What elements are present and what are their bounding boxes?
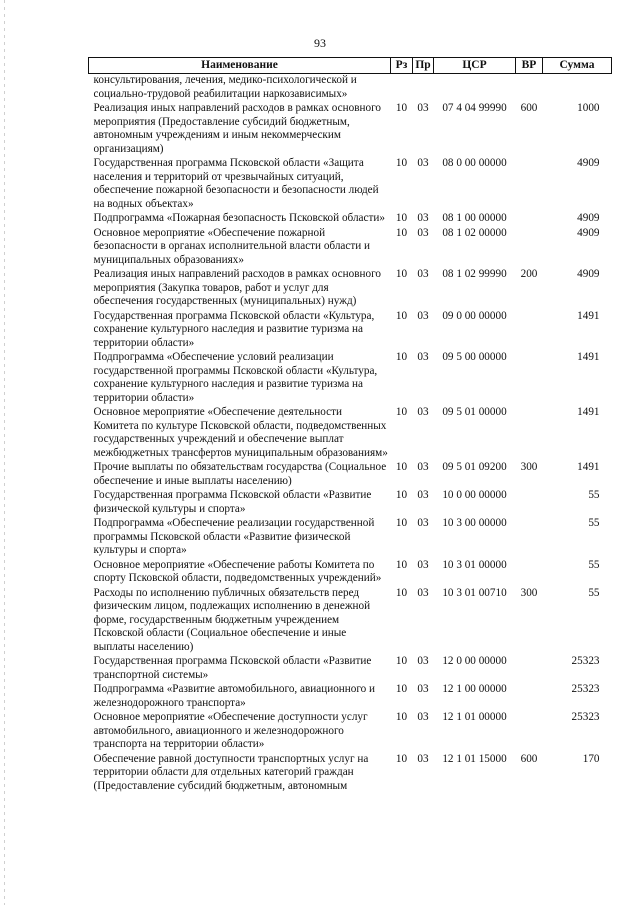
cell-rz: 10 (395, 655, 408, 667)
cell-vr: 300 (520, 586, 538, 599)
cell-sum: 25323 (571, 711, 600, 723)
cell-vr: 300 (520, 461, 538, 473)
table-row (89, 102, 612, 157)
cell-csr: 12 1 00 00000 (442, 683, 507, 695)
cell-sum: 1491 (577, 461, 600, 473)
cell-vr (516, 406, 543, 461)
cell-csr: 09 5 00 00000 (442, 351, 507, 363)
cell-pr: 03 (417, 752, 429, 765)
table-row (89, 683, 612, 711)
header-pr: Пр (413, 58, 434, 74)
cell-rz: 10 (395, 586, 408, 599)
cell-name: Подпрограмма «Развитие автомобильного, авиационного и железнодорожного транспорта» (93, 683, 376, 709)
cell-name: Государственная программа Псковской области «Культура, сохранение культурного наследия и развитие туризма на территории области» (93, 309, 375, 349)
table-row (89, 406, 612, 461)
cell-name: Основное мероприятие «Обеспечение работы Комитета по спорту Псковской области, подведомственных учреждений» (93, 558, 382, 584)
cell-pr: 03 (417, 157, 429, 169)
cell-pr: 03 (417, 102, 429, 114)
cell-rz: 10 (395, 268, 408, 280)
cell-name: Прочие выплаты по обязательствам государства (Социальное обеспечение и иные выплаты населению) (93, 461, 387, 487)
cell-pr: 03 (417, 558, 429, 571)
cell-sum: 1491 (577, 406, 600, 418)
cell-name: Реализация иных направлений расходов в рамках основного мероприятия (Закупка товаров, работ и услуг для обеспечения государственных (муниципальных) нужд) (93, 268, 381, 307)
cell-csr: 08 0 00 00000 (442, 157, 507, 169)
cell-rz: 10 (395, 517, 408, 529)
cell-name: Расходы по исполнению публичных обязательств перед физическим лицом, подлежащих исполнению в денежной форме, государственным бюджетным учреждением Псковской области (Социальное обеспечение и иные выплаты населению) (93, 586, 371, 653)
cell-sum: 1491 (577, 309, 600, 322)
cell-csr: 09 5 01 00000 (442, 406, 507, 418)
table-row (89, 351, 612, 406)
cell-name: Обеспечение равной доступности транспортных услуг на территории области для отдельных категорий граждан (Предоставление субсидий бюджетным, автономным (93, 752, 369, 792)
cell-csr: 10 3 00 00000 (442, 517, 507, 529)
cell-pr (413, 74, 434, 103)
cell-name: Основное мероприятие «Обеспечение деятельности Комитета по культуре Псковской области, подведомственных государственных учреждений и обеспечение выплат межбюджетных трансфертов муниципальным образованиям» (93, 406, 388, 459)
cell-csr: 12 0 00 00000 (442, 655, 507, 667)
table-row (89, 489, 612, 517)
table-row (89, 517, 612, 559)
cell-sum: 55 (588, 558, 600, 571)
cell-csr: 09 0 00 00000 (442, 309, 507, 322)
cell-sum (543, 74, 612, 103)
cell-vr (516, 711, 543, 753)
cell-pr: 03 (417, 489, 429, 501)
header-csr: ЦСР (434, 58, 516, 74)
cell-vr: 200 (520, 268, 538, 280)
cell-sum: 4909 (577, 226, 600, 239)
header-sum: Сумма (543, 58, 612, 74)
cell-rz (391, 74, 413, 103)
cell-vr (516, 351, 543, 406)
cell-name: Основное мероприятие «Обеспечение доступности услуг автомобильного, авиационного и железнодорожного транспорта на территории области» (93, 711, 368, 750)
header-row (89, 58, 612, 74)
cell-vr (516, 489, 543, 517)
cell-sum: 170 (582, 752, 600, 765)
cell-rz: 10 (395, 558, 408, 571)
cell-pr: 03 (417, 655, 429, 667)
cell-name: Подпрограмма «Обеспечение условий реализации государственной программы Псковской области «Культура, сохранение культурного наследия и развитие туризма на территории области» (93, 351, 378, 404)
cell-csr: 09 5 01 09200 (442, 461, 507, 473)
cell-rz: 10 (395, 406, 408, 418)
table-header (89, 58, 612, 74)
cell-name: Реализация иных направлений расходов в рамках основного мероприятия (Предоставление субсидий бюджетным, автономным учреждениям и иным некоммерческим организациям) (93, 102, 381, 155)
table-row (89, 268, 612, 310)
cell-rz: 10 (395, 226, 408, 239)
table-row (89, 753, 612, 795)
cell-rz: 10 (395, 711, 408, 723)
cell-rz: 10 (395, 157, 408, 169)
cell-rz: 10 (395, 351, 408, 363)
cell-csr: 12 1 01 15000 (442, 752, 507, 765)
cell-pr: 03 (417, 517, 429, 529)
cell-name: Государственная программа Псковской области «Развитие транспортной системы» (93, 655, 372, 681)
cell-vr (516, 517, 543, 559)
cell-pr: 03 (417, 226, 429, 239)
table-row (89, 227, 612, 269)
cell-vr (516, 655, 543, 683)
cell-pr: 03 (417, 461, 429, 473)
cell-sum: 4909 (577, 212, 600, 224)
table-row (89, 711, 612, 753)
page-number: 93 (314, 36, 326, 50)
cell-sum: 1491 (577, 351, 600, 363)
cell-name: Государственная программа Псковской области «Защита населения и территорий от чрезвычайных ситуаций, обеспечение пожарной безопасности и безопасности людей на водных объектах» (93, 157, 379, 210)
table-row (89, 310, 612, 352)
cell-rz: 10 (395, 752, 408, 765)
table-body (89, 74, 612, 795)
cell-sum: 55 (588, 489, 600, 501)
cell-csr: 08 1 02 99990 (442, 268, 507, 280)
cell-sum: 25323 (571, 655, 600, 667)
cell-vr: 600 (520, 752, 538, 765)
cell-name: консультирования, лечения, медико-психологической и социально-трудовой реабилитации наркозависимых» (93, 74, 357, 100)
cell-name: Основное мероприятие «Обеспечение пожарной безопасности в органах исполнительной власти области и муниципальных образованиях» (93, 226, 371, 266)
table-row (89, 157, 612, 212)
cell-sum: 25323 (571, 683, 600, 695)
cell-vr (516, 74, 543, 103)
cell-name: Подпрограмма «Обеспечение реализации государственной программы Псковской области «Развитие физической культуры и спорта» (93, 517, 375, 556)
cell-vr (516, 310, 543, 352)
cell-pr: 03 (417, 406, 429, 418)
cell-vr (516, 157, 543, 212)
table-row (89, 587, 612, 656)
cell-rz: 10 (395, 102, 408, 114)
table-row (89, 655, 612, 683)
cell-rz: 10 (395, 683, 408, 695)
cell-name: Государственная программа Псковской области «Развитие физической культуры и спорта» (93, 489, 372, 515)
cell-vr (516, 227, 543, 269)
scan-edge-line (4, 0, 5, 905)
cell-rz: 10 (395, 461, 408, 473)
cell-csr: 10 3 01 00000 (442, 558, 507, 571)
cell-pr: 03 (417, 711, 429, 723)
cell-rz: 10 (395, 489, 408, 501)
cell-csr: 07 4 04 99990 (442, 102, 507, 114)
cell-pr: 03 (417, 212, 429, 224)
cell-pr: 03 (417, 268, 429, 280)
cell-vr (516, 212, 543, 227)
cell-csr: 10 3 01 00710 (442, 586, 507, 599)
table-row (89, 74, 612, 103)
cell-name: Подпрограмма «Пожарная безопасность Псковской области» (93, 212, 385, 224)
cell-sum: 1000 (577, 102, 600, 114)
cell-csr: 08 1 02 00000 (442, 226, 507, 239)
cell-rz: 10 (395, 309, 408, 322)
cell-sum: 4909 (577, 268, 600, 280)
cell-pr: 03 (417, 351, 429, 363)
cell-csr: 08 1 00 00000 (442, 212, 507, 224)
table-row (89, 559, 612, 587)
header-name: Наименование (89, 58, 391, 74)
cell-csr: 12 1 01 00000 (442, 711, 507, 723)
cell-csr (434, 74, 516, 103)
header-rz: Рз (391, 58, 413, 74)
table-row (89, 212, 612, 227)
cell-sum: 4909 (577, 157, 600, 169)
cell-csr: 10 0 00 00000 (442, 489, 507, 501)
cell-vr: 600 (520, 102, 538, 114)
cell-vr (516, 683, 543, 711)
cell-sum: 55 (588, 586, 600, 599)
cell-pr: 03 (417, 309, 429, 322)
cell-pr: 03 (417, 683, 429, 695)
table-row (89, 461, 612, 489)
cell-pr: 03 (417, 586, 429, 599)
cell-vr (516, 559, 543, 587)
budget-table (88, 57, 612, 794)
cell-sum: 55 (588, 517, 600, 529)
header-vr: ВР (516, 58, 543, 74)
cell-rz: 10 (395, 212, 408, 224)
